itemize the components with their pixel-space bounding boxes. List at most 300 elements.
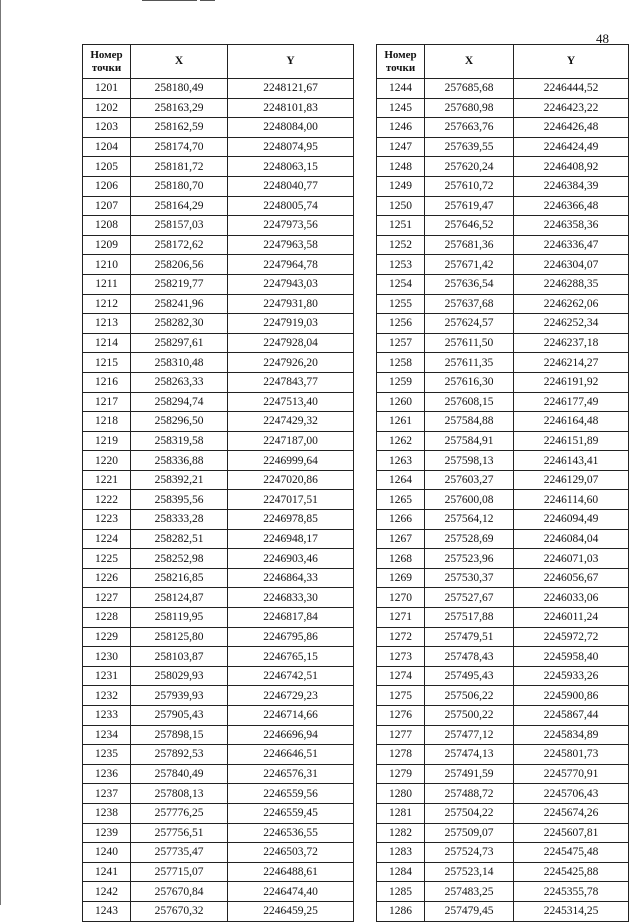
point-number-cell: 1216 bbox=[83, 372, 131, 392]
y-coordinate-cell: 2246033,06 bbox=[514, 588, 629, 608]
table-row bbox=[83, 196, 354, 216]
coordinates-table-right-body bbox=[377, 79, 629, 922]
y-coordinate-cell: 2246795,86 bbox=[228, 627, 354, 647]
y-coordinate-cell: 2245933,26 bbox=[514, 666, 629, 686]
x-coordinate-cell: 257528,69 bbox=[425, 529, 514, 549]
table-row bbox=[83, 549, 354, 569]
point-number-cell: 1212 bbox=[83, 294, 131, 314]
point-number-cell: 1227 bbox=[83, 588, 131, 608]
coordinates-table-right bbox=[376, 44, 629, 922]
table-header-row bbox=[83, 45, 354, 79]
point-number-cell: 1240 bbox=[83, 843, 131, 863]
x-coordinate-cell: 257495,43 bbox=[425, 666, 514, 686]
x-coordinate-cell: 257681,36 bbox=[425, 235, 514, 255]
x-coordinate-cell: 257488,72 bbox=[425, 784, 514, 804]
x-coordinate-cell: 258162,59 bbox=[131, 118, 228, 138]
table-row bbox=[83, 314, 354, 334]
y-coordinate-cell: 2246262,06 bbox=[514, 294, 629, 314]
y-coordinate-cell: 2246151,89 bbox=[514, 431, 629, 451]
y-coordinate-cell: 2248005,74 bbox=[228, 196, 354, 216]
point-number-cell: 1278 bbox=[377, 745, 425, 765]
y-coordinate-cell: 2245770,91 bbox=[514, 764, 629, 784]
point-number-cell: 1274 bbox=[377, 666, 425, 686]
table-row bbox=[377, 725, 629, 745]
point-number-cell: 1245 bbox=[377, 98, 425, 118]
table-row bbox=[377, 901, 629, 921]
point-number-cell: 1281 bbox=[377, 803, 425, 823]
x-coordinate-cell: 257474,13 bbox=[425, 745, 514, 765]
y-coordinate-cell: 2246536,55 bbox=[228, 823, 354, 843]
point-number-cell: 1286 bbox=[377, 901, 425, 921]
x-coordinate-cell: 258336,88 bbox=[131, 451, 228, 471]
header-y: Y bbox=[228, 45, 354, 79]
table-row bbox=[377, 510, 629, 530]
x-coordinate-cell: 257523,14 bbox=[425, 862, 514, 882]
x-coordinate-cell: 257611,35 bbox=[425, 353, 514, 373]
scan-mark-left bbox=[0, 0, 1, 905]
table-row bbox=[377, 196, 629, 216]
y-coordinate-cell: 2247020,86 bbox=[228, 470, 354, 490]
x-coordinate-cell: 258119,95 bbox=[131, 608, 228, 628]
y-coordinate-cell: 2245706,43 bbox=[514, 784, 629, 804]
y-coordinate-cell: 2247943,03 bbox=[228, 274, 354, 294]
point-number-cell: 1234 bbox=[83, 725, 131, 745]
x-coordinate-cell: 257524,73 bbox=[425, 843, 514, 863]
x-coordinate-cell: 258319,58 bbox=[131, 431, 228, 451]
point-number-cell: 1201 bbox=[83, 79, 131, 99]
y-coordinate-cell: 2248074,95 bbox=[228, 137, 354, 157]
table-row bbox=[83, 706, 354, 726]
y-coordinate-cell: 2246864,33 bbox=[228, 568, 354, 588]
table-row bbox=[83, 353, 354, 373]
y-coordinate-cell: 2247017,51 bbox=[228, 490, 354, 510]
point-number-cell: 1260 bbox=[377, 392, 425, 412]
x-coordinate-cell: 257483,25 bbox=[425, 882, 514, 902]
y-coordinate-cell: 2246358,36 bbox=[514, 216, 629, 236]
point-number-cell: 1210 bbox=[83, 255, 131, 275]
table-row bbox=[83, 235, 354, 255]
point-number-cell: 1268 bbox=[377, 549, 425, 569]
y-coordinate-cell: 2246559,56 bbox=[228, 784, 354, 804]
y-coordinate-cell: 2246503,72 bbox=[228, 843, 354, 863]
table-row bbox=[377, 686, 629, 706]
point-number-cell: 1271 bbox=[377, 608, 425, 628]
point-number-cell: 1235 bbox=[83, 745, 131, 765]
x-coordinate-cell: 258252,98 bbox=[131, 549, 228, 569]
x-coordinate-cell: 258163,29 bbox=[131, 98, 228, 118]
point-number-cell: 1248 bbox=[377, 157, 425, 177]
y-coordinate-cell: 2245355,78 bbox=[514, 882, 629, 902]
point-number-cell: 1276 bbox=[377, 706, 425, 726]
y-coordinate-cell: 2246646,51 bbox=[228, 745, 354, 765]
point-number-cell: 1282 bbox=[377, 823, 425, 843]
point-number-cell: 1233 bbox=[83, 706, 131, 726]
header-x: X bbox=[425, 45, 514, 79]
table-row bbox=[83, 803, 354, 823]
table-row bbox=[377, 392, 629, 412]
x-coordinate-cell: 258282,51 bbox=[131, 529, 228, 549]
x-coordinate-cell: 258180,49 bbox=[131, 79, 228, 99]
point-number-cell: 1237 bbox=[83, 784, 131, 804]
x-coordinate-cell: 257680,98 bbox=[425, 98, 514, 118]
table-row bbox=[83, 157, 354, 177]
table-row bbox=[83, 294, 354, 314]
y-coordinate-cell: 2246336,47 bbox=[514, 235, 629, 255]
point-number-cell: 1228 bbox=[83, 608, 131, 628]
point-number-cell: 1256 bbox=[377, 314, 425, 334]
point-number-cell: 1264 bbox=[377, 470, 425, 490]
table-row bbox=[377, 431, 629, 451]
table-row bbox=[83, 529, 354, 549]
x-coordinate-cell: 257527,67 bbox=[425, 588, 514, 608]
point-number-cell: 1217 bbox=[83, 392, 131, 412]
y-coordinate-cell: 2245867,44 bbox=[514, 706, 629, 726]
y-coordinate-cell: 2248040,77 bbox=[228, 176, 354, 196]
y-coordinate-cell: 2246252,34 bbox=[514, 314, 629, 334]
y-coordinate-cell: 2246177,49 bbox=[514, 392, 629, 412]
y-coordinate-cell: 2246729,23 bbox=[228, 686, 354, 706]
x-coordinate-cell: 257530,37 bbox=[425, 568, 514, 588]
point-number-cell: 1215 bbox=[83, 353, 131, 373]
table-row bbox=[377, 314, 629, 334]
table-row bbox=[377, 255, 629, 275]
x-coordinate-cell: 257598,13 bbox=[425, 451, 514, 471]
table-row bbox=[83, 412, 354, 432]
x-coordinate-cell: 257624,57 bbox=[425, 314, 514, 334]
header-point-number-line2: точки bbox=[91, 61, 122, 74]
table-row bbox=[377, 529, 629, 549]
x-coordinate-cell: 258392,21 bbox=[131, 470, 228, 490]
y-coordinate-cell: 2246833,30 bbox=[228, 588, 354, 608]
point-number-cell: 1272 bbox=[377, 627, 425, 647]
point-number-cell: 1283 bbox=[377, 843, 425, 863]
point-number-cell: 1261 bbox=[377, 412, 425, 432]
x-coordinate-cell: 258181,72 bbox=[131, 157, 228, 177]
x-coordinate-cell: 257671,42 bbox=[425, 255, 514, 275]
y-coordinate-cell: 2245972,72 bbox=[514, 627, 629, 647]
table-row bbox=[377, 706, 629, 726]
y-coordinate-cell: 2248063,15 bbox=[228, 157, 354, 177]
x-coordinate-cell: 258172,62 bbox=[131, 235, 228, 255]
y-coordinate-cell: 2246444,52 bbox=[514, 79, 629, 99]
x-coordinate-cell: 258164,29 bbox=[131, 196, 228, 216]
x-coordinate-cell: 258124,87 bbox=[131, 588, 228, 608]
x-coordinate-cell: 258216,85 bbox=[131, 568, 228, 588]
x-coordinate-cell: 258310,48 bbox=[131, 353, 228, 373]
point-number-cell: 1225 bbox=[83, 549, 131, 569]
point-number-cell: 1251 bbox=[377, 216, 425, 236]
table-row bbox=[377, 333, 629, 353]
y-coordinate-cell: 2246288,35 bbox=[514, 274, 629, 294]
table-row bbox=[377, 882, 629, 902]
table-row bbox=[377, 647, 629, 667]
x-coordinate-cell: 257479,51 bbox=[425, 627, 514, 647]
point-number-cell: 1277 bbox=[377, 725, 425, 745]
point-number-cell: 1265 bbox=[377, 490, 425, 510]
table-row bbox=[377, 764, 629, 784]
y-coordinate-cell: 2245674,26 bbox=[514, 803, 629, 823]
point-number-cell: 1203 bbox=[83, 118, 131, 138]
x-coordinate-cell: 257840,49 bbox=[131, 764, 228, 784]
table-row bbox=[83, 627, 354, 647]
point-number-cell: 1209 bbox=[83, 235, 131, 255]
x-coordinate-cell: 257509,07 bbox=[425, 823, 514, 843]
x-coordinate-cell: 257616,30 bbox=[425, 372, 514, 392]
y-coordinate-cell: 2247429,32 bbox=[228, 412, 354, 432]
point-number-cell: 1247 bbox=[377, 137, 425, 157]
y-coordinate-cell: 2247928,04 bbox=[228, 333, 354, 353]
table-row bbox=[377, 470, 629, 490]
x-coordinate-cell: 257636,54 bbox=[425, 274, 514, 294]
x-coordinate-cell: 258333,28 bbox=[131, 510, 228, 530]
y-coordinate-cell: 2246071,03 bbox=[514, 549, 629, 569]
x-coordinate-cell: 258296,50 bbox=[131, 412, 228, 432]
scan-mark-top-1 bbox=[142, 0, 197, 1]
x-coordinate-cell: 258263,33 bbox=[131, 372, 228, 392]
x-coordinate-cell: 258180,70 bbox=[131, 176, 228, 196]
table-row bbox=[83, 647, 354, 667]
x-coordinate-cell: 258219,77 bbox=[131, 274, 228, 294]
table-row bbox=[83, 843, 354, 863]
table-row bbox=[377, 98, 629, 118]
table-row bbox=[83, 176, 354, 196]
point-number-cell: 1230 bbox=[83, 647, 131, 667]
point-number-cell: 1214 bbox=[83, 333, 131, 353]
point-number-cell: 1226 bbox=[83, 568, 131, 588]
y-coordinate-cell: 2246164,48 bbox=[514, 412, 629, 432]
table-row bbox=[83, 764, 354, 784]
table-row bbox=[377, 549, 629, 569]
table-row bbox=[377, 137, 629, 157]
y-coordinate-cell: 2247926,20 bbox=[228, 353, 354, 373]
y-coordinate-cell: 2246423,22 bbox=[514, 98, 629, 118]
table-row bbox=[377, 412, 629, 432]
table-row bbox=[377, 235, 629, 255]
table-row bbox=[83, 490, 354, 510]
point-number-cell: 1223 bbox=[83, 510, 131, 530]
x-coordinate-cell: 257670,84 bbox=[131, 882, 228, 902]
page-number: 48 bbox=[596, 31, 609, 46]
x-coordinate-cell: 257523,96 bbox=[425, 549, 514, 569]
point-number-cell: 1258 bbox=[377, 353, 425, 373]
point-number-cell: 1263 bbox=[377, 451, 425, 471]
table-row bbox=[83, 666, 354, 686]
y-coordinate-cell: 2246714,66 bbox=[228, 706, 354, 726]
point-number-cell: 1211 bbox=[83, 274, 131, 294]
x-coordinate-cell: 258174,70 bbox=[131, 137, 228, 157]
table-row bbox=[83, 568, 354, 588]
table-row bbox=[83, 862, 354, 882]
y-coordinate-cell: 2247919,03 bbox=[228, 314, 354, 334]
table-row bbox=[83, 98, 354, 118]
table-row bbox=[377, 745, 629, 765]
point-number-cell: 1246 bbox=[377, 118, 425, 138]
table-row bbox=[377, 294, 629, 314]
point-number-cell: 1253 bbox=[377, 255, 425, 275]
table-row bbox=[83, 588, 354, 608]
x-coordinate-cell: 258241,96 bbox=[131, 294, 228, 314]
y-coordinate-cell: 2246999,64 bbox=[228, 451, 354, 471]
table-row bbox=[83, 79, 354, 99]
header-point-number-line2: точки bbox=[385, 61, 416, 74]
x-coordinate-cell: 258029,93 bbox=[131, 666, 228, 686]
y-coordinate-cell: 2246011,24 bbox=[514, 608, 629, 628]
x-coordinate-cell: 257637,68 bbox=[425, 294, 514, 314]
header-y: Y bbox=[514, 45, 629, 79]
header-point-number-line1: Номер bbox=[384, 48, 417, 61]
x-coordinate-cell: 258297,61 bbox=[131, 333, 228, 353]
x-coordinate-cell: 258103,87 bbox=[131, 647, 228, 667]
x-coordinate-cell: 258206,56 bbox=[131, 255, 228, 275]
point-number-cell: 1243 bbox=[83, 901, 131, 921]
table-row bbox=[83, 333, 354, 353]
y-coordinate-cell: 2246576,31 bbox=[228, 764, 354, 784]
point-number-cell: 1273 bbox=[377, 647, 425, 667]
table-row bbox=[83, 470, 354, 490]
point-number-cell: 1285 bbox=[377, 882, 425, 902]
point-number-cell: 1275 bbox=[377, 686, 425, 706]
x-coordinate-cell: 257608,15 bbox=[425, 392, 514, 412]
x-coordinate-cell: 257756,51 bbox=[131, 823, 228, 843]
x-coordinate-cell: 258294,74 bbox=[131, 392, 228, 412]
point-number-cell: 1280 bbox=[377, 784, 425, 804]
table-row bbox=[377, 372, 629, 392]
x-coordinate-cell: 257892,53 bbox=[131, 745, 228, 765]
point-number-cell: 1266 bbox=[377, 510, 425, 530]
header-point-number bbox=[377, 45, 425, 79]
x-coordinate-cell: 257808,13 bbox=[131, 784, 228, 804]
point-number-cell: 1252 bbox=[377, 235, 425, 255]
table-row bbox=[83, 745, 354, 765]
table-row bbox=[83, 372, 354, 392]
table-row bbox=[83, 431, 354, 451]
table-row bbox=[83, 255, 354, 275]
y-coordinate-cell: 2247187,00 bbox=[228, 431, 354, 451]
point-number-cell: 1239 bbox=[83, 823, 131, 843]
point-number-cell: 1220 bbox=[83, 451, 131, 471]
x-coordinate-cell: 257584,88 bbox=[425, 412, 514, 432]
y-coordinate-cell: 2246742,51 bbox=[228, 666, 354, 686]
point-number-cell: 1262 bbox=[377, 431, 425, 451]
y-coordinate-cell: 2248101,83 bbox=[228, 98, 354, 118]
y-coordinate-cell: 2246143,41 bbox=[514, 451, 629, 471]
y-coordinate-cell: 2246214,27 bbox=[514, 353, 629, 373]
y-coordinate-cell: 2246765,15 bbox=[228, 647, 354, 667]
x-coordinate-cell: 257603,27 bbox=[425, 470, 514, 490]
y-coordinate-cell: 2247513,40 bbox=[228, 392, 354, 412]
header-x: X bbox=[131, 45, 228, 79]
x-coordinate-cell: 257776,25 bbox=[131, 803, 228, 823]
y-coordinate-cell: 2245834,89 bbox=[514, 725, 629, 745]
table-row bbox=[83, 392, 354, 412]
x-coordinate-cell: 257939,93 bbox=[131, 686, 228, 706]
table-row bbox=[377, 79, 629, 99]
table-row bbox=[83, 784, 354, 804]
point-number-cell: 1242 bbox=[83, 882, 131, 902]
y-coordinate-cell: 2246424,49 bbox=[514, 137, 629, 157]
x-coordinate-cell: 257735,47 bbox=[131, 843, 228, 863]
y-coordinate-cell: 2246426,48 bbox=[514, 118, 629, 138]
x-coordinate-cell: 257620,24 bbox=[425, 157, 514, 177]
point-number-cell: 1249 bbox=[377, 176, 425, 196]
x-coordinate-cell: 257610,72 bbox=[425, 176, 514, 196]
point-number-cell: 1207 bbox=[83, 196, 131, 216]
y-coordinate-cell: 2246903,46 bbox=[228, 549, 354, 569]
table-row bbox=[377, 843, 629, 863]
y-coordinate-cell: 2246978,85 bbox=[228, 510, 354, 530]
x-coordinate-cell: 257715,07 bbox=[131, 862, 228, 882]
y-coordinate-cell: 2246696,94 bbox=[228, 725, 354, 745]
point-number-cell: 1270 bbox=[377, 588, 425, 608]
table-row bbox=[377, 353, 629, 373]
table-row bbox=[377, 627, 629, 647]
point-number-cell: 1254 bbox=[377, 274, 425, 294]
y-coordinate-cell: 2246459,25 bbox=[228, 901, 354, 921]
table-row bbox=[83, 216, 354, 236]
scan-mark-top-2 bbox=[200, 0, 215, 1]
x-coordinate-cell: 257639,55 bbox=[425, 137, 514, 157]
table-row bbox=[83, 686, 354, 706]
x-coordinate-cell: 257478,43 bbox=[425, 647, 514, 667]
table-row bbox=[377, 176, 629, 196]
point-number-cell: 1269 bbox=[377, 568, 425, 588]
y-coordinate-cell: 2245801,73 bbox=[514, 745, 629, 765]
y-coordinate-cell: 2245607,81 bbox=[514, 823, 629, 843]
y-coordinate-cell: 2246237,18 bbox=[514, 333, 629, 353]
point-number-cell: 1205 bbox=[83, 157, 131, 177]
y-coordinate-cell: 2247931,80 bbox=[228, 294, 354, 314]
y-coordinate-cell: 2246084,04 bbox=[514, 529, 629, 549]
y-coordinate-cell: 2246948,17 bbox=[228, 529, 354, 549]
x-coordinate-cell: 257670,32 bbox=[131, 901, 228, 921]
y-coordinate-cell: 2246559,45 bbox=[228, 803, 354, 823]
y-coordinate-cell: 2246191,92 bbox=[514, 372, 629, 392]
point-number-cell: 1224 bbox=[83, 529, 131, 549]
y-coordinate-cell: 2247973,56 bbox=[228, 216, 354, 236]
x-coordinate-cell: 257619,47 bbox=[425, 196, 514, 216]
y-coordinate-cell: 2245314,25 bbox=[514, 901, 629, 921]
point-number-cell: 1229 bbox=[83, 627, 131, 647]
table-row bbox=[83, 882, 354, 902]
y-coordinate-cell: 2248121,67 bbox=[228, 79, 354, 99]
table-row bbox=[377, 216, 629, 236]
header-point-number-line1: Номер bbox=[90, 48, 123, 61]
x-coordinate-cell: 258282,30 bbox=[131, 314, 228, 334]
y-coordinate-cell: 2246488,61 bbox=[228, 862, 354, 882]
point-number-cell: 1255 bbox=[377, 294, 425, 314]
point-number-cell: 1213 bbox=[83, 314, 131, 334]
header-point-number bbox=[83, 45, 131, 79]
table-header-row bbox=[377, 45, 629, 79]
table-row bbox=[83, 901, 354, 921]
x-coordinate-cell: 257584,91 bbox=[425, 431, 514, 451]
point-number-cell: 1267 bbox=[377, 529, 425, 549]
y-coordinate-cell: 2246474,40 bbox=[228, 882, 354, 902]
table-row bbox=[83, 137, 354, 157]
y-coordinate-cell: 2247963,58 bbox=[228, 235, 354, 255]
point-number-cell: 1241 bbox=[83, 862, 131, 882]
table-row bbox=[377, 451, 629, 471]
point-number-cell: 1222 bbox=[83, 490, 131, 510]
point-number-cell: 1250 bbox=[377, 196, 425, 216]
point-number-cell: 1232 bbox=[83, 686, 131, 706]
table-row bbox=[377, 862, 629, 882]
x-coordinate-cell: 257564,12 bbox=[425, 510, 514, 530]
y-coordinate-cell: 2247964,78 bbox=[228, 255, 354, 275]
y-coordinate-cell: 2245475,48 bbox=[514, 843, 629, 863]
y-coordinate-cell: 2248084,00 bbox=[228, 118, 354, 138]
point-number-cell: 1279 bbox=[377, 764, 425, 784]
